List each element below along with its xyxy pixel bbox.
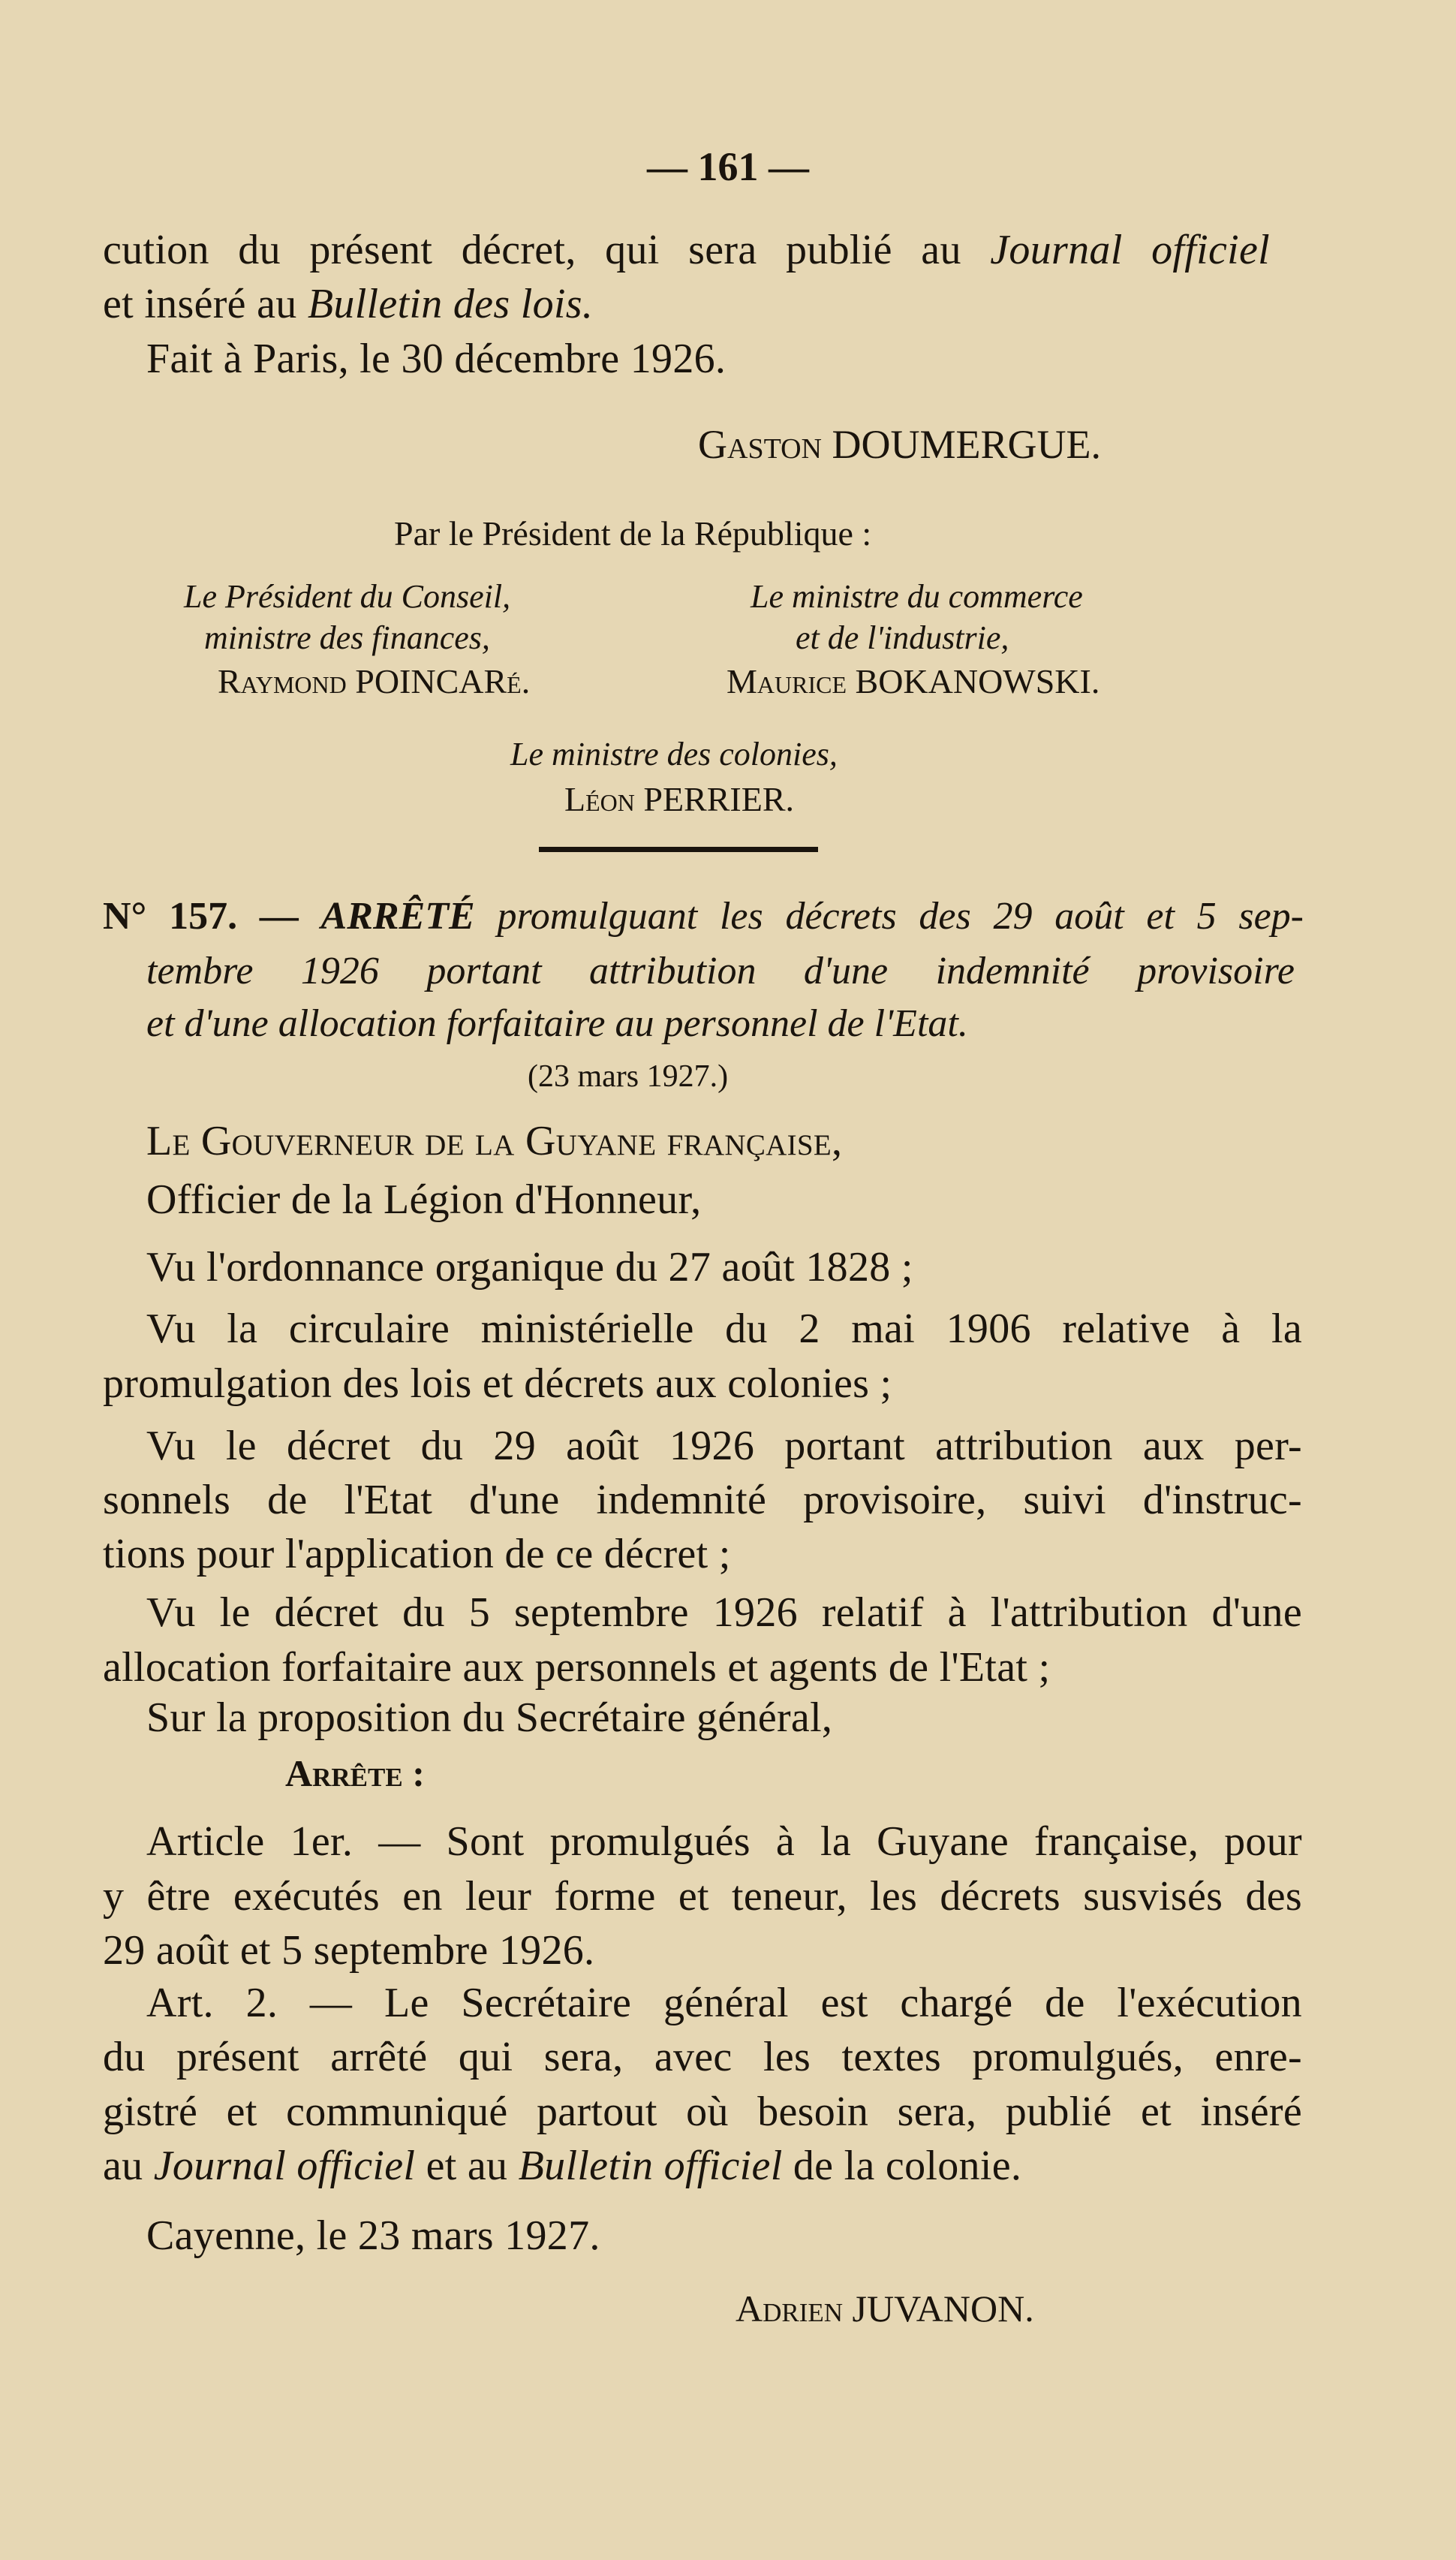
arrete-word: Arrête : xyxy=(285,1752,425,1794)
governor-title: Le Gouverneur de la Guyane française, xyxy=(146,1118,843,1164)
article-1-line: 29 août et 5 septembre 1926. xyxy=(103,1927,595,1974)
left-signatory-title: Le Président du Conseil, xyxy=(184,578,511,615)
vu-clause: allocation forfaitaire aux personnels et agents de l'Etat ; xyxy=(103,1644,1051,1691)
colonies-signatory-name: Léon PERRIER. xyxy=(564,780,795,818)
decree-text-line: et inséré au Bulletin des lois. xyxy=(103,281,594,327)
vu-clause: promulgation des lois et décrets aux colonies ; xyxy=(103,1360,892,1407)
arrete-heading: N° 157. — ARRÊTÉ promulguant les décrets des 29 août et 5 sep- xyxy=(103,895,1304,938)
vu-clause: Vu le décret du 5 septembre 1926 relatif à l'attribution d'une xyxy=(146,1589,1302,1636)
vu-clause: Vu le décret du 29 août 1926 portant attribution aux per- xyxy=(146,1423,1302,1469)
arrete-heading: tembre 1926 portant attribution d'une indemnité provisoire xyxy=(146,950,1295,992)
article-2-line: gistré et communiqué partout où besoin sera, publié et inséré xyxy=(103,2089,1302,2135)
par-le-president: Par le Président de la République : xyxy=(394,514,872,553)
section-divider xyxy=(539,847,818,852)
journal-officiel-ref: Journal officiel xyxy=(990,227,1270,273)
decree-text-line: cution du présent décret, qui sera publié au Journal officiel xyxy=(103,227,1270,273)
arrete-heading: et d'une allocation forfaitaire au personnel de l'Etat. xyxy=(146,1002,968,1045)
proposition-line: Sur la proposition du Secrétaire général, xyxy=(146,1694,833,1741)
bulletin-des-lois-ref: Bulletin des lois. xyxy=(307,281,594,327)
page-number: — 161 — xyxy=(647,144,809,189)
article-1-line: y être exécutés en leur forme et teneur, les décrets susvisés des xyxy=(103,1873,1302,1920)
vu-clause: sonnels de l'Etat d'une indemnité provisoire, suivi d'instruc- xyxy=(103,1477,1302,1523)
right-signatory-title: Le ministre du commerce xyxy=(751,578,1083,615)
governor-rank: Officier de la Légion d'Honneur, xyxy=(146,1176,702,1223)
article-2-line: au Journal officiel et au Bulletin officiel de la colonie. xyxy=(103,2143,1022,2189)
decree-date-line: Fait à Paris, le 30 décembre 1926. xyxy=(146,336,726,382)
vu-clause: tions pour l'application de ce décret ; xyxy=(103,1531,731,1577)
right-signatory-name: Maurice BOKANOWSKI. xyxy=(726,662,1100,700)
arrete-date: (23 mars 1927.) xyxy=(528,1059,729,1094)
place-date-line: Cayenne, le 23 mars 1927. xyxy=(146,2212,600,2259)
right-signatory-title: et de l'industrie, xyxy=(796,619,1009,656)
article-2-line: Art. 2. — Le Secrétaire général est chargé de l'exécution xyxy=(146,1980,1302,2026)
article-1-line: Article 1er. — Sont promulgués à la Guyane française, pour xyxy=(146,1818,1302,1865)
vu-clause: Vu la circulaire ministérielle du 2 mai 1906 relative à la xyxy=(146,1306,1302,1352)
governor-signature: Adrien JUVANON. xyxy=(736,2287,1034,2330)
president-signature: Gaston DOUMERGUE. xyxy=(698,422,1101,467)
vu-clause: Vu l'ordonnance organique du 27 août 1828 ; xyxy=(146,1244,913,1291)
article-2-line: du présent arrêté qui sera, avec les textes promulgués, enre- xyxy=(103,2034,1302,2080)
left-signatory-name: Raymond POINCARé. xyxy=(218,662,531,700)
left-signatory-title: ministre des finances, xyxy=(204,619,490,656)
colonies-signatory-title: Le ministre des colonies, xyxy=(510,736,838,773)
